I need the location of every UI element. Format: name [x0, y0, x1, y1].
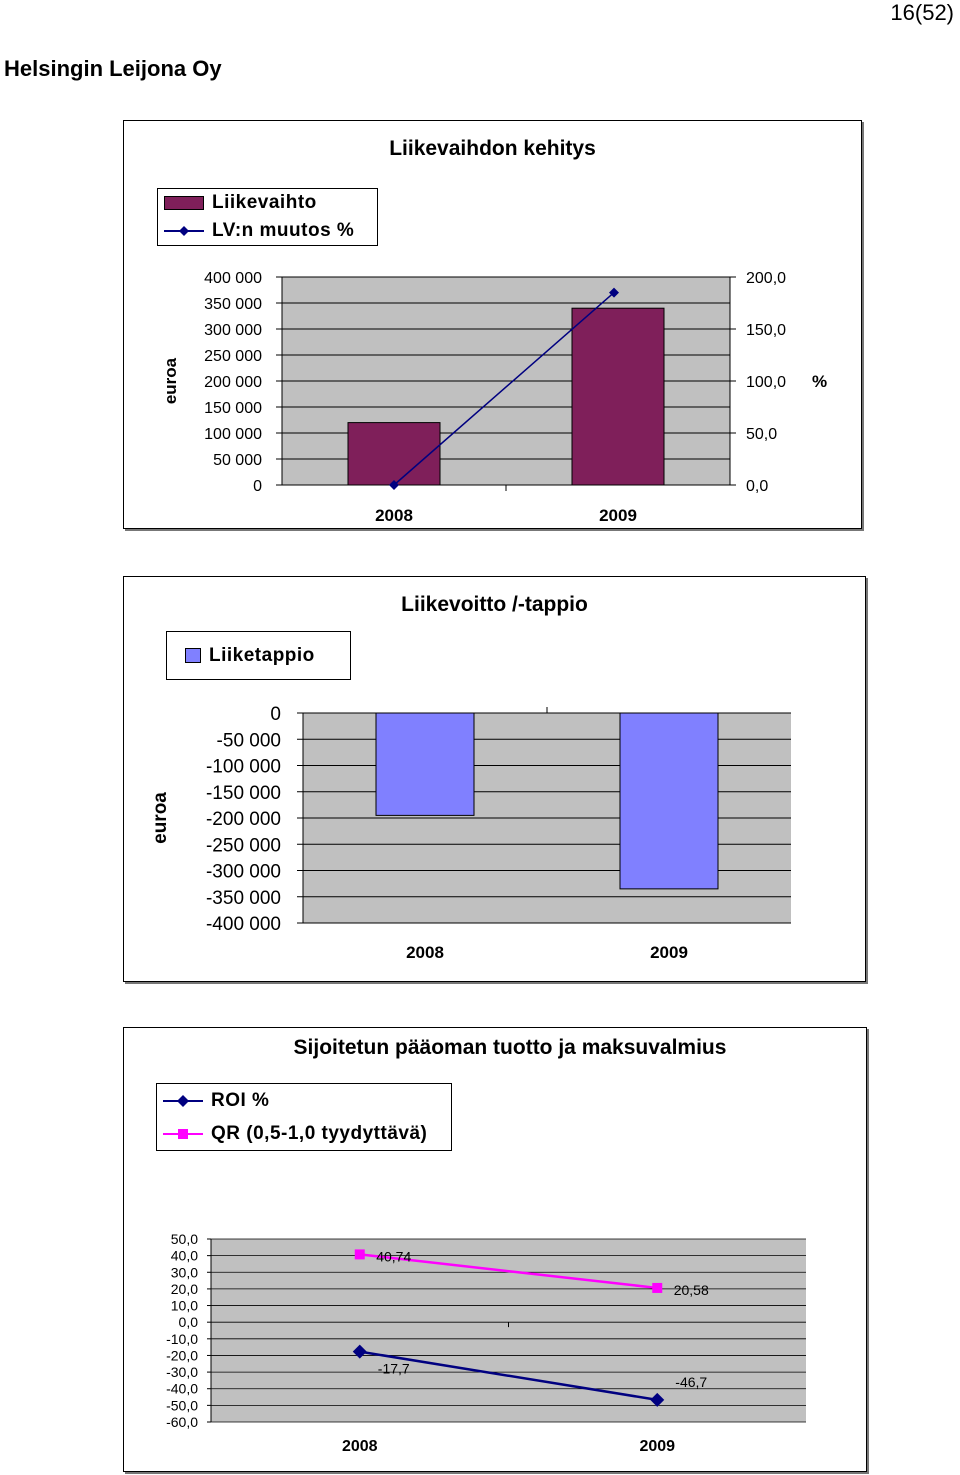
- y-tick-label: -60,0: [166, 1414, 198, 1430]
- y-tick-label: -350 000: [205, 887, 281, 909]
- operating-result-chart-title: Liikevoitto /-tappio: [401, 593, 588, 616]
- y-tick-label: -100 000: [205, 756, 281, 778]
- y-tick-label: 0: [270, 704, 281, 725]
- revenue-plot: [124, 121, 861, 528]
- y-tick-label: 50 000: [213, 452, 262, 469]
- y-tick-label: 150 000: [204, 400, 262, 417]
- y-tick-label: 250 000: [204, 348, 262, 365]
- y-tick-label: 100 000: [204, 426, 262, 443]
- operating-result-chart: [123, 576, 866, 982]
- bar-revenue: [572, 308, 664, 485]
- y-tick-label: 40,0: [170, 1247, 198, 1264]
- y-tick-label: -50,0: [166, 1397, 198, 1414]
- x-tick-label: 2008: [341, 1438, 378, 1455]
- bar-loss: [620, 713, 718, 889]
- y-tick-label: -200 000: [205, 809, 281, 830]
- y-tick-label: -150 000: [205, 782, 281, 804]
- x-tick-label: 2008: [375, 506, 413, 525]
- y-tick-label: -30,0: [166, 1364, 198, 1381]
- legend-label-change: LV:n muutos %: [212, 220, 355, 241]
- y-tick-label: 20,0: [170, 1280, 198, 1297]
- data-label-roi: -17,7: [377, 1360, 410, 1377]
- y-axis-label: euroa: [150, 792, 171, 844]
- roi-qr-chart: [123, 1027, 867, 1472]
- y2-tick-label: 100,0: [746, 374, 787, 391]
- x-tick-label: 2009: [639, 1438, 676, 1455]
- y-tick-label: -20,0: [166, 1347, 198, 1364]
- y-tick-label: -50 000: [216, 730, 281, 752]
- roi-qr-chart-title: Sijoitetun pääoman tuotto ja maksuvalmius: [293, 1036, 727, 1059]
- y-tick-label: -10,0: [166, 1330, 198, 1347]
- x-tick-label: 2008: [406, 943, 444, 962]
- page-number: 16(52): [890, 0, 954, 25]
- y2-tick-label: 50,0: [746, 426, 778, 443]
- y-tick-label: -300 000: [205, 861, 281, 883]
- bar-revenue: [348, 423, 440, 485]
- revenue-chart-title: Liikevaihdon kehitys: [389, 137, 596, 160]
- data-label-roi: -46,7: [675, 1373, 708, 1390]
- y-tick-label: 350 000: [204, 296, 262, 313]
- x-tick-label: 2009: [599, 506, 637, 525]
- y-tick-label: -250 000: [205, 835, 281, 857]
- company-name: Helsingin Leijona Oy: [4, 56, 222, 81]
- operating-result-plot: [124, 577, 865, 981]
- revenue-chart: [123, 120, 862, 529]
- roi-qr-plot: [124, 1028, 866, 1471]
- y-tick-label: 0: [253, 478, 262, 495]
- point-qr: [652, 1283, 662, 1293]
- y-tick-label: 200 000: [204, 374, 262, 391]
- y2-tick-label: 150,0: [746, 322, 787, 339]
- y-tick-label: 300 000: [204, 322, 262, 339]
- data-label-qr: 40,74: [376, 1248, 412, 1265]
- y-tick-label: 30,0: [170, 1264, 198, 1281]
- y2-axis-label: %: [812, 372, 828, 391]
- y2-tick-label: 0,0: [746, 478, 769, 495]
- y-tick-label: 0,0: [178, 1314, 198, 1331]
- y-tick-label: -40,0: [166, 1380, 198, 1397]
- y-tick-label: 50,0: [170, 1231, 198, 1247]
- legend-label-loss: Liiketappio: [209, 644, 315, 666]
- y-tick-label: 400 000: [204, 270, 262, 287]
- plot-area: [211, 1239, 806, 1422]
- y-axis-label: euroa: [161, 357, 180, 405]
- y2-tick-label: 200,0: [746, 270, 787, 287]
- x-tick-label: 2009: [650, 943, 688, 962]
- y-tick-label: -400 000: [205, 914, 281, 935]
- legend-label-revenue: Liikevaihto: [212, 192, 317, 213]
- legend-label-qr: QR (0,5-1,0 tyydyttävä): [211, 1123, 428, 1144]
- bar-loss: [376, 713, 474, 815]
- data-label-qr: 20,58: [673, 1281, 709, 1298]
- legend-label-roi: ROI %: [211, 1090, 270, 1111]
- point-qr: [355, 1249, 365, 1259]
- y-tick-label: 10,0: [170, 1297, 198, 1314]
